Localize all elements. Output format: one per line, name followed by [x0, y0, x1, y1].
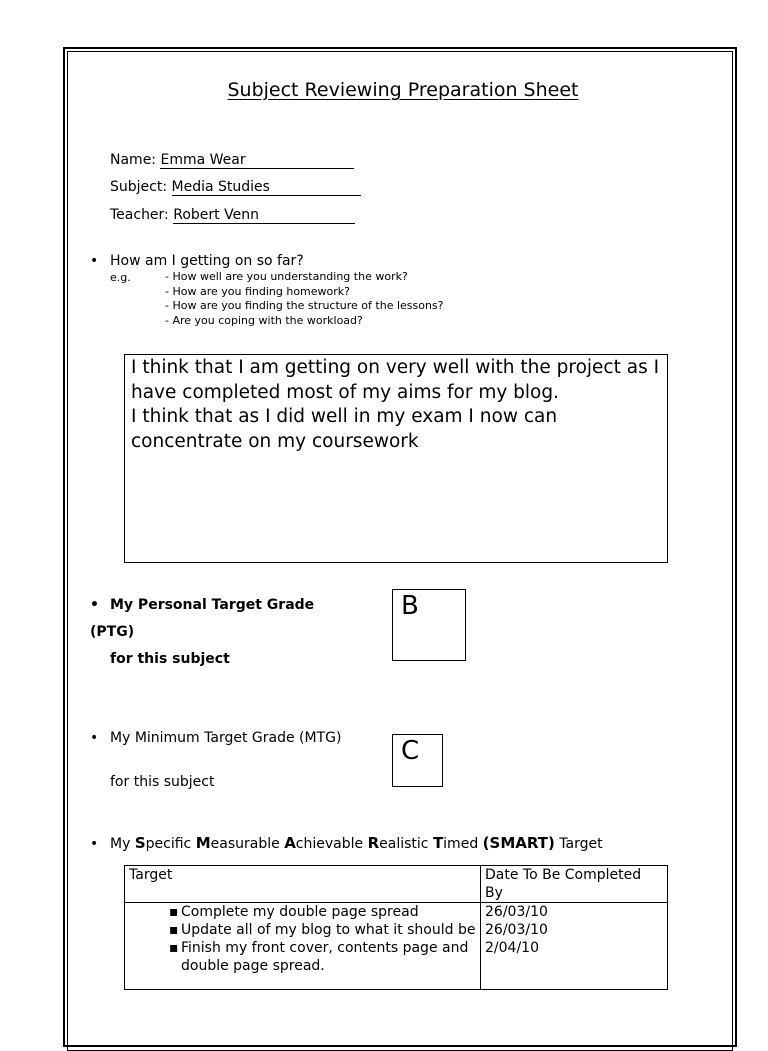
teacher-field [110, 207, 355, 224]
eg-label: e.g. [110, 271, 131, 284]
progress-answer-box[interactable] [124, 354, 668, 563]
example-item: - How well are you understanding the work? [165, 270, 408, 283]
date-value: 2/04/10 [485, 940, 539, 956]
smart-targets-table [124, 865, 668, 990]
ptg-label [90, 592, 314, 673]
progress-question-text: How am I getting on so far? [110, 253, 304, 269]
targets-cell[interactable] [125, 903, 481, 990]
header-target: Target [125, 866, 481, 903]
ptg-line2: (PTG) [90, 624, 135, 640]
teacher-label: Teacher: [110, 207, 169, 223]
subject-value: Media Studies [172, 179, 361, 196]
list-item: ▪ Complete my double page spread [169, 903, 476, 921]
example-list [165, 270, 444, 328]
bullet-icon: • [90, 253, 99, 269]
smart-target-heading: • My Specific Measurable Achievable Realistic Timed (SMART) Target [90, 834, 603, 852]
date-value: 26/03/10 [485, 904, 548, 920]
bullet-icon: • [90, 730, 99, 746]
page-title: Subject Reviewing Preparation Sheet [227, 79, 579, 101]
dates-cell[interactable] [481, 903, 668, 990]
ptg-line3: for this subject [110, 651, 230, 667]
target-list [129, 903, 476, 989]
mtg-line2: for this subject [110, 774, 215, 790]
mtg-label [90, 730, 341, 746]
mtg-grade-box[interactable]: C [392, 734, 443, 787]
list-item: ▪ Finish my front cover, contents page and double page spread. [169, 939, 476, 975]
list-item: ▪ Update all of my blog to what it should be [169, 921, 476, 939]
header-date: Date To Be Completed By [481, 866, 668, 903]
teacher-value: Robert Venn [173, 207, 355, 224]
bullet-icon: • [90, 836, 99, 852]
mtg-line1: My Minimum Target Grade (MTG) [110, 730, 342, 746]
bullet-icon: • [90, 597, 99, 613]
name-field [110, 152, 354, 169]
name-label: Name: [110, 152, 157, 168]
example-item: - Are you coping with the workload? [165, 313, 363, 327]
example-item: - How are you finding homework? [165, 284, 350, 298]
date-value: 26/03/10 [485, 922, 548, 938]
ptg-grade-box[interactable]: B [392, 589, 466, 661]
example-item: - How are you finding the structure of the lessons? [165, 299, 444, 312]
answer-paragraph: I think that I am getting on very well with the project as I have completed most of my aims for my blog. [131, 357, 660, 403]
progress-question [90, 253, 304, 269]
subject-label: Subject: [110, 179, 168, 195]
table-row [125, 903, 668, 990]
table-header-row [125, 866, 668, 903]
name-value: Emma Wear [160, 152, 354, 169]
answer-paragraph: I think that as I did well in my exam I now can concentrate on my coursework [131, 406, 558, 452]
ptg-line1: My Personal Target Grade [110, 597, 315, 613]
subject-field [110, 179, 361, 196]
